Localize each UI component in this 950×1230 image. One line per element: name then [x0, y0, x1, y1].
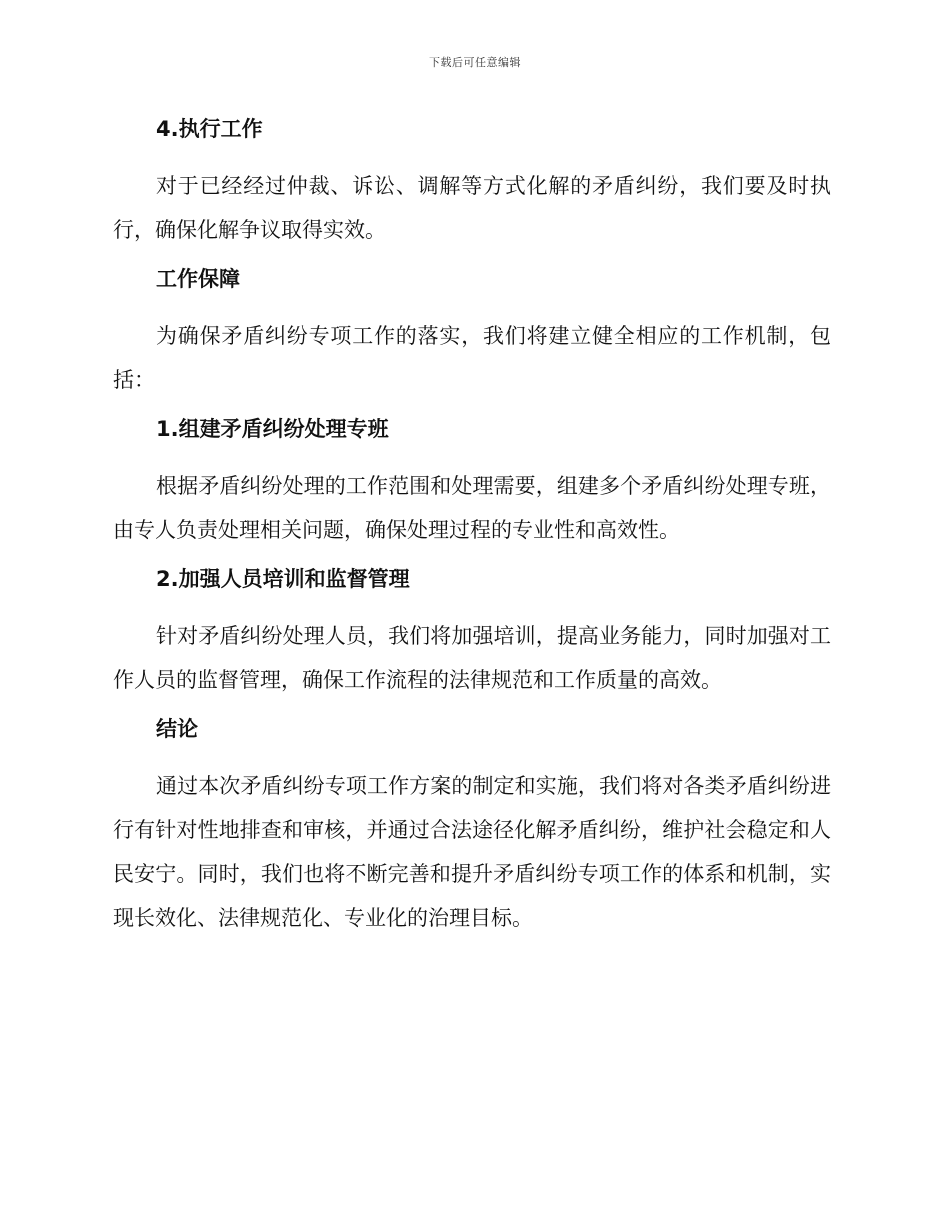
section-paragraph: 针对矛盾纠纷处理人员，我们将加强培训，提高业务能力，同时加强对工作人员的监督管理，确保工作流程的法律规范和工作质量的高效。 — [113, 624, 831, 692]
section-staff-training — [113, 562, 831, 712]
section-dispute-task-force — [113, 412, 831, 562]
section-conclusion — [113, 712, 831, 940]
document-body — [113, 112, 831, 940]
section-heading: 结论 — [156, 717, 198, 741]
section-work-guarantee — [113, 262, 831, 412]
section-paragraph: 为确保矛盾纠纷专项工作的落实，我们将建立健全相应的工作机制，包括： — [113, 324, 831, 392]
section-heading: 2.加强人员培训和监督管理 — [156, 567, 410, 591]
section-heading: 1.组建矛盾纠纷处理专班 — [156, 417, 389, 441]
section-heading: 4.执行工作 — [156, 117, 263, 141]
section-heading: 工作保障 — [156, 267, 240, 291]
section-paragraph: 对于已经经过仲裁、诉讼、调解等方式化解的矛盾纠纷，我们要及时执行，确保化解争议取得实效。 — [113, 174, 831, 242]
page-header-note: 下载后可任意编辑 — [429, 56, 521, 69]
section-paragraph: 根据矛盾纠纷处理的工作范围和处理需要，组建多个矛盾纠纷处理专班，由专人负责处理相关问题，确保处理过程的专业性和高效性。 — [113, 474, 831, 542]
section-paragraph: 通过本次矛盾纠纷专项工作方案的制定和实施，我们将对各类矛盾纠纷进行有针对性地排查和审核，并通过合法途径化解矛盾纠纷，维护社会稳定和人民安宁。同时，我们也将不断完善和提升矛盾纠纷专项工作的体系和机制，实现长效化、法律规范化、专业化的治理目标。 — [113, 774, 831, 930]
section-execute-work — [113, 112, 831, 262]
